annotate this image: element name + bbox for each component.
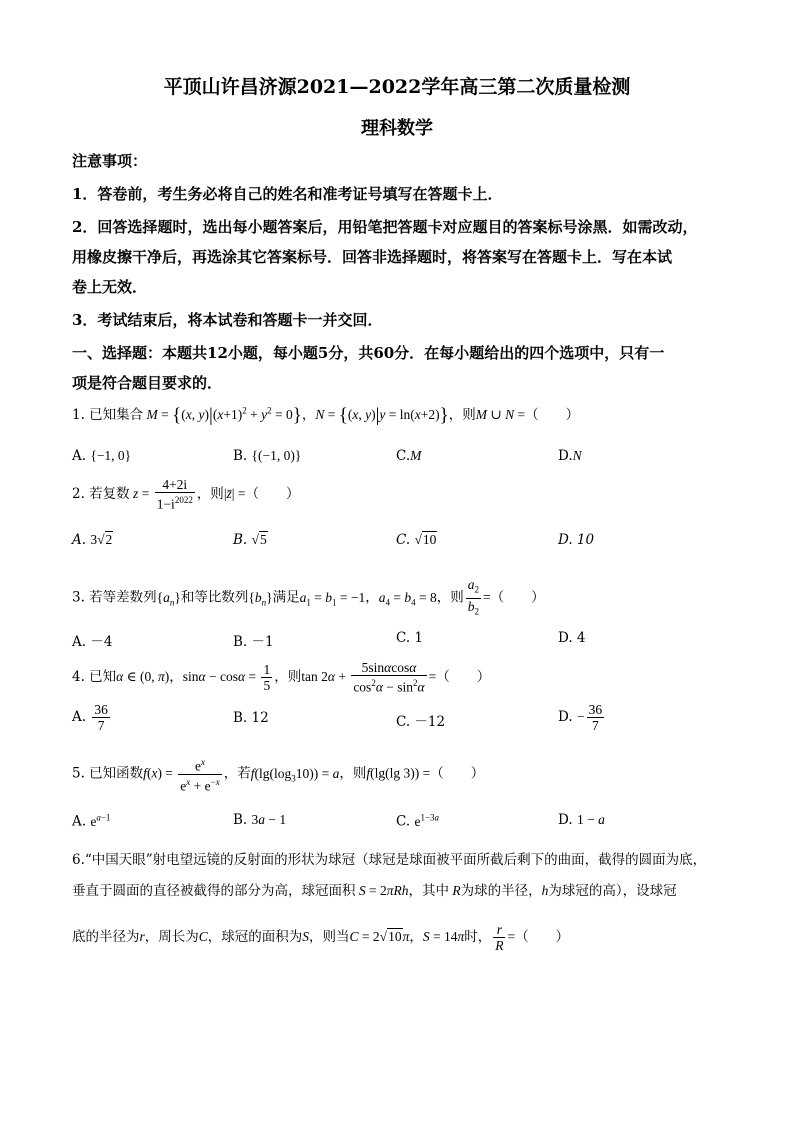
q3-option-b[interactable]: B. －1: [233, 634, 274, 650]
section-heading-line-2: 项是符合题目要求的．: [72, 374, 223, 392]
q5-option-c[interactable]: C. $e^{1-3a}$: [396, 812, 440, 830]
question-1: 1. 已知集合 M = {(x, $y)|(x+1)^2 + y^2 = 0$}，N = {(x, y)|y = ln(x+2)}，则M ∪ N =（ ）: [72, 405, 580, 426]
note-2-line-3: 卷上无效．: [72, 278, 148, 296]
question-6-line-2: 垂直于圆面的直径被截得的部分为高，球冠面积 S = 2πRh，其中 R为球的半径，h为球冠的高），设球冠: [72, 883, 677, 899]
q3-option-c[interactable]: C. 1: [396, 630, 424, 646]
question-6-line-1: 6.“中国天眼”射电望远镜的反射面的形状为球冠（球冠是球面被平面所截后剩下的曲面，截得的圆面为底，: [72, 852, 707, 868]
q1-option-c[interactable]: C.M: [396, 448, 422, 464]
note-2-line-2: 用橡皮擦干净后，再选涂其它答案标号．回答非选择题时，将答案写在答题卡上．写在本试: [72, 248, 673, 266]
notes-heading: 注意事项：: [72, 152, 148, 170]
q1-option-b[interactable]: B. {(−1, 0)}: [233, 448, 302, 464]
q2-option-d[interactable]: D. 10: [558, 532, 595, 548]
question-4: 4. 已知α ∈ (0, π)，sinα − cosα = $\frac{1}{5}$ ，则tan 2α + $\frac{5\sin\alpha\cos\alpha}{\cos^2\alpha - \sin^2\alpha}$ =（ ）: [72, 660, 491, 695]
q5-option-d[interactable]: D. 1 − a: [558, 812, 605, 828]
question-5: 5. 已知函数f(x) = $\frac{e^x}{e^x + e^{-x}}$ ，若$f(\lg(\log_310)) = a$，则f(lg(lg 3)) =（ ）: [72, 757, 485, 793]
q2-option-b[interactable]: B. √5: [233, 532, 267, 548]
q2-option-a[interactable]: A. 3√2: [72, 532, 113, 548]
question-6-line-3: 底的半径为r，周长为C，球冠的面积为S，则当C = 2√10π，S = 14π时， $\frac{r}{R}$ =（ ）: [72, 922, 570, 953]
q4-option-c[interactable]: C. －12: [396, 714, 446, 730]
q2-option-c[interactable]: C. √10: [396, 532, 437, 548]
question-2: 2. 若复数 z = $\frac{4+2i}{1-i^{2022}}$ ，则|z̄| =（ ）: [72, 477, 300, 512]
q4-option-a[interactable]: A. $\frac{36}{7}$: [72, 702, 108, 733]
question-3: 3. 若等差数列$\{a_n\}$和等比数列$\{b_n\}$满足$a_1 = b_1 = -1$，$a_4 = b_4 = 8$，则 $\frac{a_2}{b_2}$ =（ ）: [72, 577, 545, 617]
q3-option-a[interactable]: A. －4: [72, 634, 113, 650]
q4-option-b[interactable]: B. 12: [233, 710, 269, 726]
subject-title: 理科数学: [361, 118, 433, 139]
q4-option-d[interactable]: D. − $\frac{36}{7}$: [558, 702, 603, 733]
q1-option-a[interactable]: A. {−1, 0}: [72, 448, 132, 464]
note-3: 3．考试结束后，将本试卷和答题卡一并交回．: [72, 311, 383, 329]
q5-option-a[interactable]: A. $e^{a-1}$: [72, 812, 111, 830]
exam-title: 平顶山许昌济源2021—2022学年高三第二次质量检测: [163, 76, 631, 98]
q5-option-b[interactable]: B. 3a − 1: [233, 812, 287, 828]
q1-option-d[interactable]: D.N: [558, 448, 582, 464]
note-2-line-1: 2．回答选择题时，选出每小题答案后，用铅笔把答题卡对应题目的答案标号涂黑．如需改动，: [72, 218, 698, 236]
section-heading-line-1: 一、选择题：本题共12小题，每小题5分，共60分．在每小题给出的四个选项中，只有一: [72, 344, 665, 362]
note-1: 1．答卷前，考生务必将自己的姓名和准考证号填写在答题卡上．: [72, 185, 503, 203]
q3-option-d[interactable]: D. 4: [558, 630, 586, 646]
